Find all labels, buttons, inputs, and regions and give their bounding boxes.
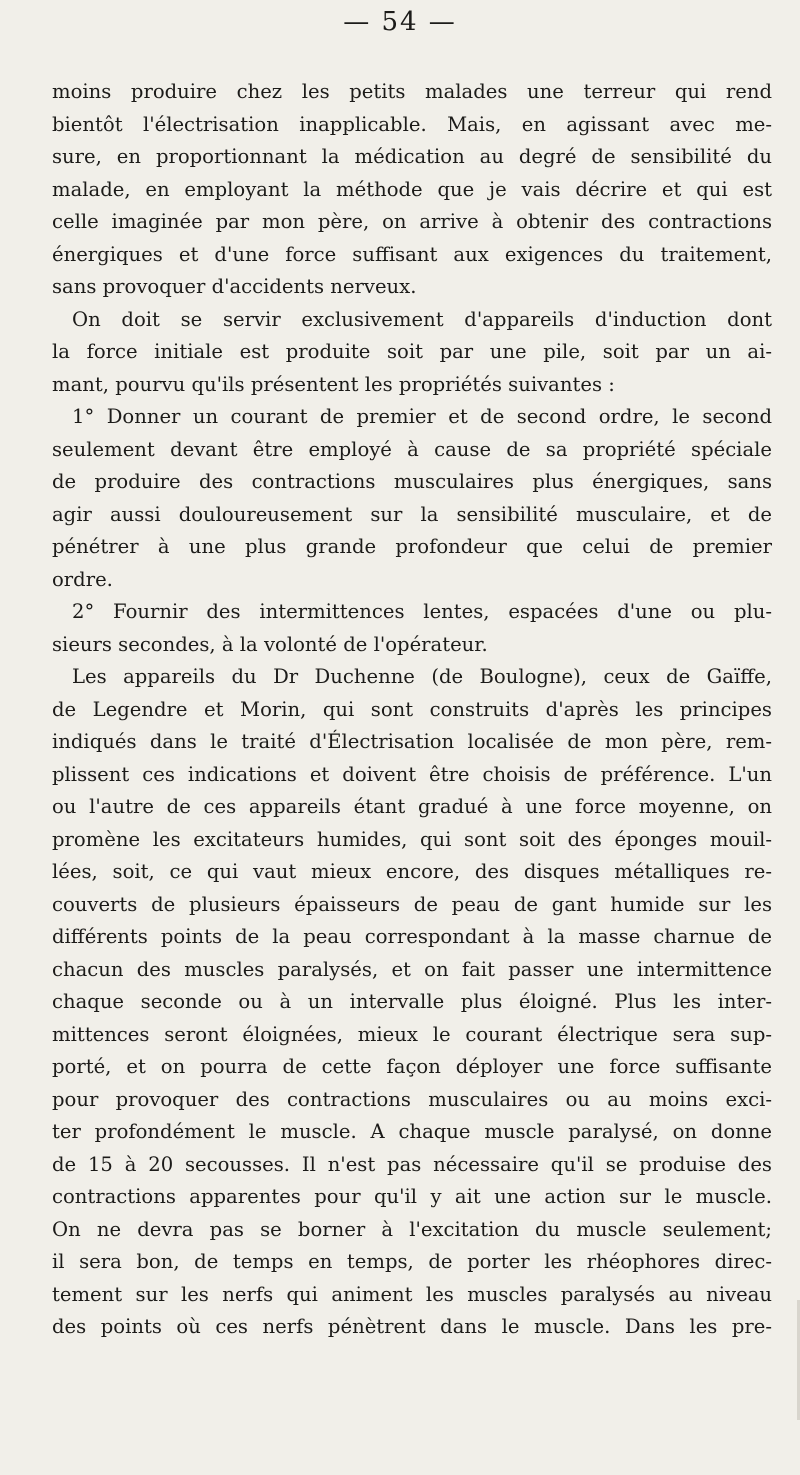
text-line: sure, en proportionnant la médication au degré de sensibilité du — [52, 145, 772, 168]
text-line: sans provoquer d'accidents nerveux. — [52, 275, 417, 298]
body-text — [52, 76, 772, 1344]
text-line: chacun des muscles paralysés, et on fait passer une intermittence — [52, 957, 772, 981]
text-line: On ne devra pas se borner à l'excitation du muscle seulement; — [52, 1217, 772, 1241]
text-line: sieurs secondes, à la volonté de l'opérateur. — [52, 632, 488, 656]
text-line: la force initiale est produite soit par une pile, soit par un ai- — [52, 340, 772, 363]
text-line: indiqués dans le traité d'Électrisation localisée de mon père, rem- — [52, 730, 772, 753]
text-line: il sera bon, de temps en temps, de porter les rhéophores direc- — [52, 1250, 772, 1273]
text-line: ter profondément le muscle. A chaque muscle paralysé, on donne — [52, 1120, 772, 1143]
text-line: celle imaginée par mon père, on arrive à obtenir des contractions — [52, 210, 772, 233]
text-line: malade, en employant la méthode que je vais décrire et qui est — [52, 177, 772, 201]
text-line: plissent ces indications et doivent être choisis de préférence. L'un — [52, 762, 772, 786]
text-line: de 15 à 20 secousses. Il n'est pas nécessaire qu'il se produise des — [52, 1152, 772, 1176]
text-line: 2° Fournir des intermittences lentes, espacées d'une ou plu- — [72, 600, 772, 623]
text-line: moins produire chez les petits malades une terreur qui rend — [52, 80, 772, 103]
text-line: pour provoquer des contractions musculaires ou au moins exci- — [52, 1087, 772, 1111]
text-line: ordre. — [52, 567, 113, 591]
text-line: tement sur les nerfs qui animent les muscles paralysés au niveau — [52, 1282, 772, 1306]
text-line: ou l'autre de ces appareils étant gradué à une force moyenne, on — [52, 795, 772, 818]
text-line: agir aussi douloureusement sur la sensibilité musculaire, et de — [52, 502, 772, 526]
text-line: bientôt l'électrisation inapplicable. Mais, en agissant avec me- — [52, 112, 772, 136]
text-line: de produire des contractions musculaires plus énergiques, sans — [52, 470, 772, 493]
text-line: promène les excitateurs humides, qui sont soit des éponges mouil- — [52, 827, 772, 851]
text-line: pénétrer à une plus grande profondeur que celui de premier — [52, 535, 772, 558]
text-line: porté, et on pourra de cette façon déployer une force suffisante — [52, 1055, 772, 1078]
text-line: seulement devant être employé à cause de sa propriété spéciale — [52, 437, 772, 461]
page-number: — 54 — — [343, 7, 457, 37]
text-line: mant, pourvu qu'ils présentent les propriétés suivantes : — [52, 372, 615, 396]
text-line: de Legendre et Morin, qui sont construits d'après les principes — [52, 697, 772, 721]
text-line: lées, soit, ce qui vaut mieux encore, des disques métalliques re- — [52, 860, 772, 883]
text-line: Les appareils du Dr Duchenne (de Boulogne), ceux de Gaïffe, — [72, 665, 772, 688]
text-line: 1° Donner un courant de premier et de second ordre, le second — [72, 405, 772, 428]
text-line: des points où ces nerfs pénètrent dans le muscle. Dans les pre- — [52, 1315, 772, 1338]
text-line: contractions apparentes pour qu'il y ait une action sur le muscle. — [52, 1185, 772, 1208]
text-line: On doit se servir exclusivement d'appareils d'induction dont — [72, 307, 772, 331]
text-line: différents points de la peau correspondant à la masse charnue de — [52, 925, 772, 948]
text-line: énergiques et d'une force suffisant aux exigences du traitement, — [52, 242, 772, 266]
text-line: chaque seconde ou à un intervalle plus éloigné. Plus les inter- — [52, 990, 772, 1013]
text-line: couverts de plusieurs épaisseurs de peau de gant humide sur les — [52, 892, 772, 916]
text-line: mittences seront éloignées, mieux le courant électrique sera sup- — [52, 1022, 772, 1046]
